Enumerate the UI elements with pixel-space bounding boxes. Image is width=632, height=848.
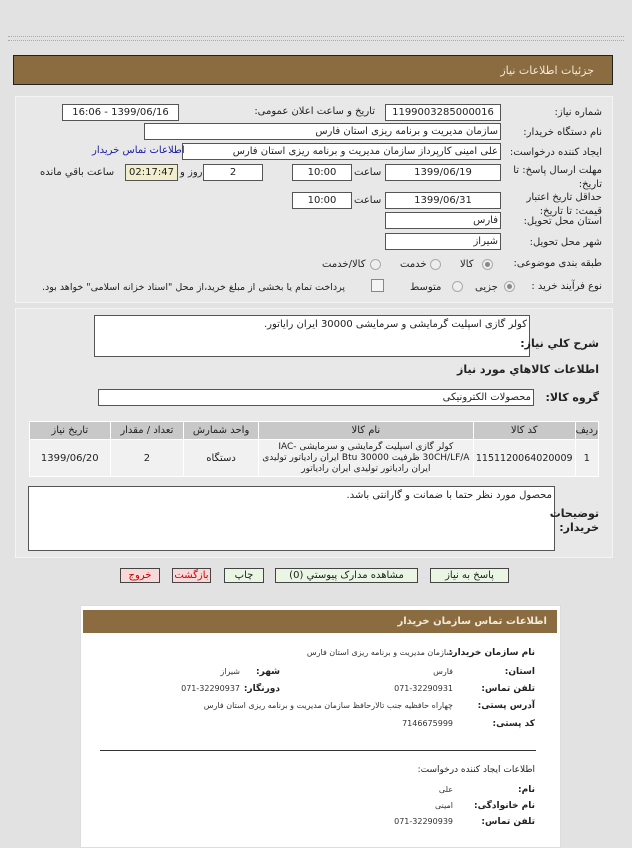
validity-time-field[interactable]: 10:00	[292, 192, 352, 209]
col-qty: تعداد / مقدار	[110, 422, 184, 440]
family-label: نام خانوادگی:	[473, 801, 535, 811]
city-field[interactable]: شیراز	[385, 233, 501, 250]
contact-province-label: استان:	[504, 667, 535, 677]
phone-value: 071-32290931	[394, 684, 453, 693]
creator-phone-value: 071-32290939	[394, 817, 453, 826]
contact-city-label: شهر:	[256, 667, 280, 677]
col-unit: واحد شمارش	[184, 422, 259, 440]
summary-field[interactable]: کولر گازی اسپلیت گرمایشی و سرمایشی 30000 ایران رایاتور.	[94, 315, 530, 357]
col-date: تاریخ نیاز	[30, 422, 111, 440]
announce-field[interactable]: 1399/06/16 - 16:06	[62, 104, 179, 121]
process-radio-medium[interactable]	[452, 281, 463, 292]
summary-label: شرح کلي نیاز:	[520, 337, 599, 350]
family-value: امینی	[434, 801, 453, 810]
org-label: نام سازمان خریدار:	[448, 648, 535, 658]
col-row: ردیف	[575, 422, 598, 440]
payment-note: پرداخت تمام یا بخشی از مبلغ خرید،از محل "اسناد خزانه اسلامی" خواهد بود.	[42, 282, 345, 293]
creator-field[interactable]: علی امینی کارپرداز سازمان مدیریت و برنامه ریزی استان فارس	[182, 143, 501, 160]
deadline-label: مهلت ارسال پاسخ: تا تاریخ:	[513, 165, 602, 190]
category-radio-service[interactable]	[430, 259, 441, 270]
cell-code: 1151120064020009	[473, 440, 575, 477]
province-label: استان محل تحویل:	[523, 216, 602, 227]
process-label: نوع فرآیند خرید :	[531, 281, 602, 292]
cell-qty: 2	[110, 440, 184, 477]
contact-city-value: شیراز	[220, 667, 240, 676]
table-header	[30, 422, 599, 440]
days-label: روز و	[180, 167, 203, 178]
buyer-field[interactable]: سازمان مدیریت و برنامه ریزی استان فارس	[144, 123, 501, 140]
page-header: جزئیات اطلاعات نیاز	[13, 55, 613, 85]
category-radio-goods[interactable]	[482, 259, 493, 270]
phone-label: تلفن تماس:	[481, 684, 535, 694]
validity-time-label: ساعت	[354, 195, 382, 206]
cell-row: 1	[575, 440, 598, 477]
buyer-notes-field[interactable]: محصول مورد نظر حتما با ضمانت و گارانتی باشد.	[28, 486, 555, 551]
divider	[100, 750, 536, 751]
process-option-medium: متوسط	[410, 282, 442, 293]
group-field[interactable]: محصولات الکترونیکی	[98, 389, 534, 406]
notes-label: توضیحات خریدار:	[549, 507, 599, 534]
buyer-label: نام دستگاه خریدار:	[523, 127, 602, 138]
goods-table	[29, 421, 599, 477]
process-radio-small[interactable]	[504, 281, 515, 292]
exit-button[interactable]: خروج	[120, 568, 160, 583]
fax-value: 071-32290937	[181, 684, 240, 693]
deadline-time-label: ساعت	[354, 167, 382, 178]
validity-label: حداقل تاریخ اعتبار قیمت: تا تاریخ:	[526, 192, 602, 217]
address-label: آدرس پستی:	[477, 701, 535, 711]
cell-date: 1399/06/20	[30, 440, 111, 477]
postal-label: کد پستی:	[492, 719, 535, 729]
validity-date-field[interactable]: 1399/06/31	[385, 192, 501, 209]
creator-info-title: اطلاعات ایجاد کننده درخواست:	[417, 765, 535, 775]
category-option-both: کالا/خدمت	[322, 259, 366, 270]
need-number-field[interactable]: 1199003285000016	[385, 104, 501, 121]
print-button[interactable]: چاپ	[224, 568, 264, 583]
group-label: گروه کالا:	[545, 391, 599, 404]
contact-province-value: فارس	[433, 667, 453, 676]
need-number-label: شماره نیاز:	[554, 107, 602, 118]
fax-label: دورنگار:	[243, 684, 280, 694]
name-value: علی	[438, 785, 453, 794]
process-option-small: جزیی	[475, 282, 498, 293]
category-radio-both[interactable]	[370, 259, 381, 270]
category-option-service: خدمت	[400, 259, 427, 270]
cell-name: کولر گازی اسپلیت گرمایشی و سرمایشی IAC-30CH/LF/A ظرفیت 30000 Btu ایران رادیاتور تولیدی ایران رادیاتور تولیدی ایران رادیاتور	[258, 440, 473, 477]
treasury-checkbox[interactable]	[371, 279, 384, 292]
countdown-field: 02:17:47	[125, 164, 178, 181]
attachments-button[interactable]: مشاهده مدارک پیوستي (0)	[275, 568, 418, 583]
remaining-label: ساعت باقي مانده	[40, 167, 115, 178]
announce-label: تاریخ و ساعت اعلان عمومی:	[254, 106, 375, 117]
days-field[interactable]: 2	[203, 164, 263, 181]
back-button[interactable]: بازگشت	[172, 568, 211, 583]
creator-label: ایجاد کننده درخواست:	[509, 147, 602, 158]
category-label: طبقه بندی موضوعی:	[513, 258, 602, 269]
col-code: کد کالا	[473, 422, 575, 440]
address-value: چهاراه حافظیه جنب تالارحافظ سازمان مدیریت و برنامه ریزی استان فارس	[203, 701, 453, 710]
deadline-date-field[interactable]: 1399/06/19	[385, 164, 501, 181]
city-label: شهر محل تحویل:	[529, 237, 602, 248]
buyer-contact-link[interactable]: اطلاعات تماس خریدار	[92, 145, 185, 156]
province-field[interactable]: فارس	[385, 212, 501, 229]
col-name: نام کالا	[258, 422, 473, 440]
org-value: سازمان مدیریت و برنامه ریزی استان فارس	[306, 648, 453, 657]
deadline-time-field[interactable]: 10:00	[292, 164, 352, 181]
postal-value: 7146675999	[402, 719, 453, 728]
creator-phone-label: تلفن تماس:	[481, 817, 535, 827]
table-row	[30, 440, 599, 477]
category-option-goods: کالا	[460, 259, 474, 270]
divider	[8, 36, 624, 41]
name-label: نام:	[518, 785, 535, 795]
cell-unit: دستگاه	[184, 440, 259, 477]
goods-title: اطلاعات کالاهاي مورد نیاز	[457, 363, 599, 376]
buyer-contact-panel	[80, 605, 561, 848]
contact-header: اطلاعات تماس سازمان خریدار	[83, 610, 557, 633]
reply-button[interactable]: پاسخ به نیاز	[430, 568, 509, 583]
